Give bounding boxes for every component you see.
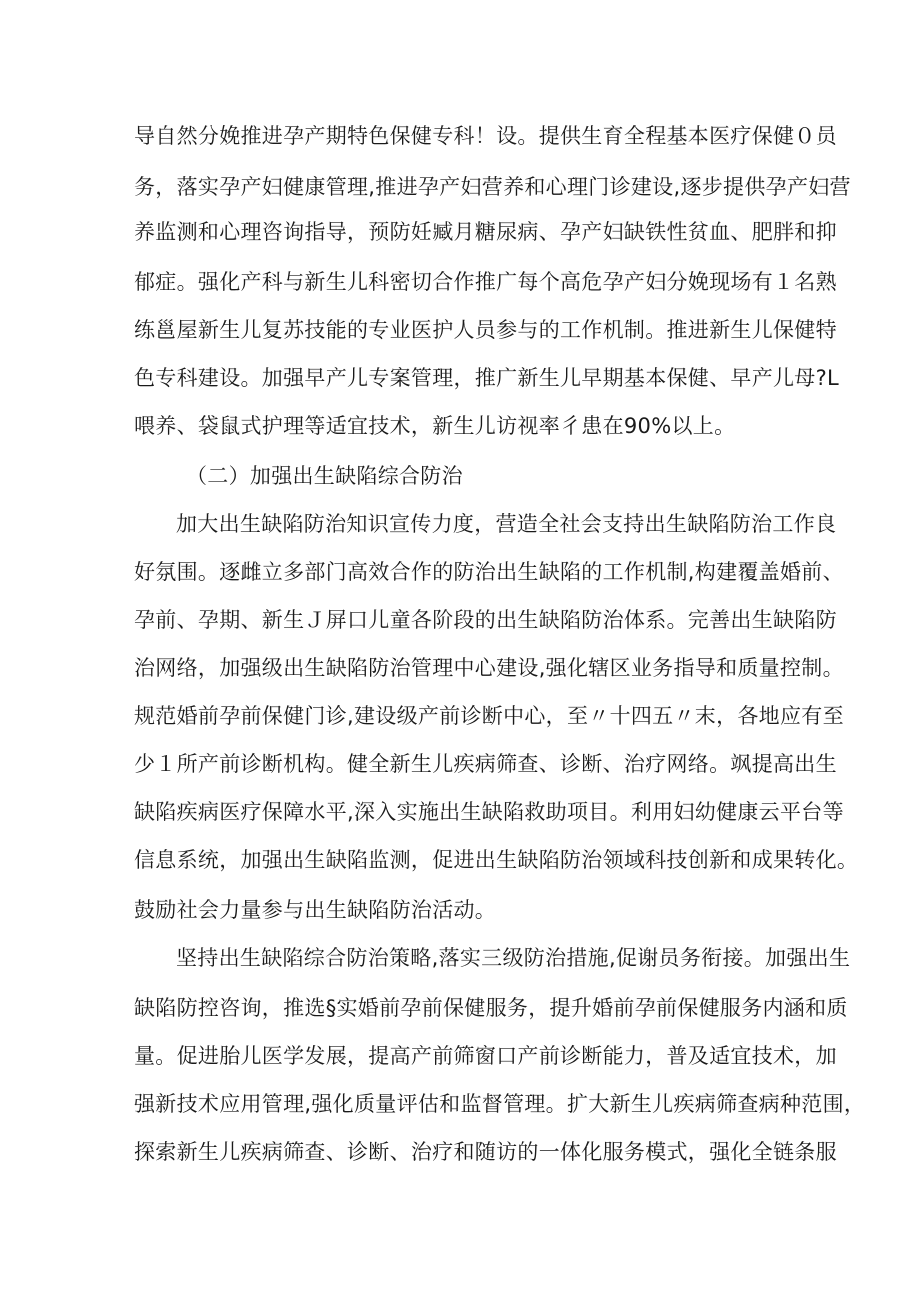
paragraph-3-line: 强新技术应用管理,强化质量评估和监督管理。扩大新生儿疾病筛查病种范围， — [134, 1092, 866, 1116]
paragraph-2-line: 规范婚前孕前保健门诊,建设级产前诊断中心，至〃十四五〃末，各地应有至 — [134, 704, 844, 728]
paragraph-2-line: 治网络，加强级出生缺陷防治管理中心建设,强化辖区业务指导和质量控制。 — [134, 656, 844, 680]
paragraph-3-line: 探索新生儿疾病筛查、诊断、治疗和随访的一体化服务模式，强化全链条服 — [134, 1140, 837, 1164]
paragraph-1-line: 郁症。强化产科与新生儿科密切合作推广每个高危孕产妇分娩现场有１名熟 — [134, 270, 837, 294]
paragraph-2-line: 信息系统，加强出生缺陷监测，促进出生缺陷防治领域科技创新和成果转化。 — [134, 848, 859, 872]
paragraph-1-line: 色专科建设。加强早产儿专案管理，推广新生儿早期基本保健、早产儿母?L — [134, 366, 840, 390]
paragraph-1-line: 导自然分娩推进孕产期特色保健专科！设。提供生育全程基本医疗保健０员 — [134, 124, 837, 148]
paragraph-1-line: 喂养、袋鼠式护理等适宜技术，新生儿访视率彳患在90%以上。 — [134, 414, 736, 438]
paragraph-3-line: 坚持出生缺陷综合防治策略,落实三级防治措施,促谢员务衔接。加强出生 — [176, 946, 851, 970]
paragraph-1-line: 练邕屋新生儿复苏技能的专业医护人员参与的工作机制。推进新生儿保健特 — [134, 318, 837, 342]
paragraph-3-line: 量。促进胎儿医学发展，提高产前筛窗口产前诊断能力，普及适宜技术，加 — [134, 1044, 837, 1068]
paragraph-3-line: 缺陷防控咨询，推选§实婚前孕前保健服务，提升婚前孕前保健服务内涵和质 — [134, 996, 848, 1020]
paragraph-1-line: 养监测和心理咨询指导，预防妊臧月糖尿病、孕产妇缺铁性贫血、肥胖和抑 — [134, 220, 837, 244]
paragraph-2-line: 鼓励社会力量参与出生缺陷防治活动。 — [134, 898, 497, 922]
paragraph-1-line: 务，落实孕产妇健康管理,推进孕产妇营养和心理门诊建设,逐步提供孕产妇营 — [134, 175, 851, 199]
paragraph-2-line: 缺陷疾病医疗保障水平,深入实施出生缺陷救助项目。利用妇幼健康云平台等 — [134, 800, 844, 824]
paragraph-2-line: 少１所产前诊断机构。健全新生儿疾病筛查、诊断、治疗网络。飒提高出生 — [134, 752, 837, 776]
paragraph-2-line: 孕前、孕期、新生Ｊ屏口儿童各阶段的出生缺陷防治体系。完善出生缺陷防 — [134, 608, 837, 632]
paragraph-2-line: 好氛围。逐雌立多部门高效合作的防治出生缺陷的工作机制,构建覆盖婚前、 — [134, 560, 844, 584]
section-heading: （二）加强出生缺陷综合防治 — [186, 464, 463, 488]
paragraph-2-line: 加大出生缺陷防治知识宣传力度，营造全社会支持出生缺陷防治工作良 — [176, 512, 837, 536]
